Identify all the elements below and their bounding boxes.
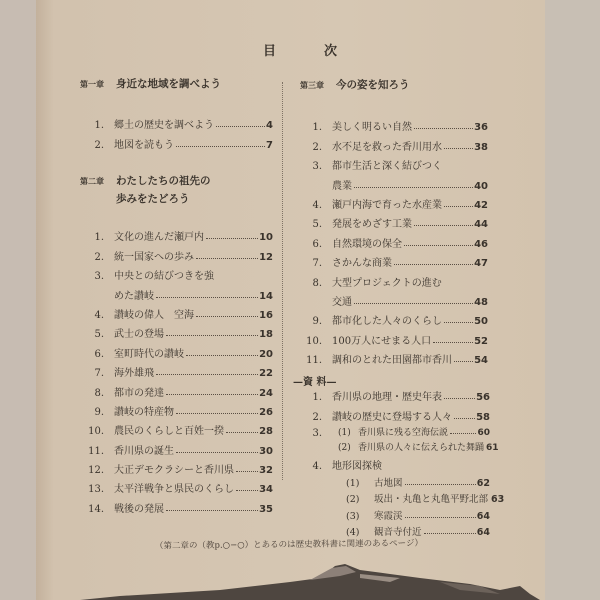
page-title: 目次 — [262, 44, 385, 59]
toc-subentry[interactable]: (4) 観音寺付近 64 — [346, 527, 490, 539]
background-right — [545, 0, 600, 600]
toc-entry[interactable]: 4. 瀬戸内海で育った水産業 42 — [312, 199, 488, 211]
toc-entry[interactable]: 3. 中央との結びつきを強 — [94, 271, 214, 283]
toc-entry[interactable]: 4. 讃岐の偉人 空海 16 — [94, 309, 273, 321]
chapter-title: 身近な地域を調べよう — [116, 78, 221, 90]
chapter-number: 第二章 — [80, 176, 104, 186]
toc-entry[interactable]: 1. 香川県の地理・歴史年表 56 — [312, 392, 490, 404]
toc-entry[interactable]: 2. 讃岐の歴史に登場する人々 58 — [312, 411, 490, 423]
toc-entry[interactable]: 11. 調和のとれた田園都市香川 54 — [306, 355, 488, 367]
chapter-3-list — [298, 114, 488, 366]
toc-entry[interactable]: 2. 水不足を救った香川用水 38 — [312, 141, 488, 153]
toc-entry[interactable]: 7. 海外雄飛 22 — [94, 368, 273, 380]
chapter-2-list — [80, 224, 273, 515]
toc-entry[interactable]: 2. 統一国家への歩み 12 — [94, 251, 273, 263]
toc-entry[interactable]: 11. 香川県の誕生 30 — [88, 445, 273, 457]
landscape-illustration — [60, 560, 580, 600]
toc-subentry[interactable]: (1) 古地図 62 — [346, 477, 490, 489]
chapter-title: わたしたちの祖先の — [116, 175, 211, 187]
chapter-2-heading — [80, 172, 211, 208]
toc-entry[interactable]: 8. 都市の発達 24 — [94, 387, 273, 399]
toc-entry[interactable]: 12. 大正デモクラシーと香川県 32 — [88, 465, 273, 477]
chapter-title: 今の姿を知ろう — [336, 79, 410, 91]
toc-entry[interactable]: 5. 武士の登場 18 — [94, 329, 273, 341]
toc-entry[interactable]: 8. 大型プロジェクトの進む — [312, 277, 442, 289]
toc-entry-continued[interactable]: 交通 48 — [332, 296, 488, 308]
appendix-heading: —資 料— — [293, 377, 337, 388]
toc-entry[interactable]: 9. 讃岐の特産物 26 — [94, 406, 273, 418]
background-left — [0, 0, 36, 600]
footnote: （第二章の（教p.○−○）とあるのは歴史教科書に関連のあるページ） — [154, 538, 423, 552]
toc-entry[interactable]: 7. さかんな商業 47 — [312, 258, 488, 270]
toc-subentry[interactable]: (2) 香川県の人々に伝えられた舞踊 61 — [338, 442, 499, 453]
toc-entry: 3. — [312, 427, 322, 439]
toc-entry[interactable]: 10. 100万人にせまる人口 52 — [306, 335, 488, 347]
toc-entry[interactable]: 6. 自然環境の保全 46 — [312, 238, 488, 250]
toc-entry[interactable]: 1. 文化の進んだ瀬戸内 10 — [94, 232, 273, 244]
appendix-list — [298, 384, 505, 539]
toc-entry[interactable]: 9. 都市化した人々のくらし 50 — [312, 316, 488, 328]
toc-entry-continued[interactable]: 農業 40 — [332, 180, 488, 192]
chapter-1-list — [80, 112, 273, 151]
toc-entry[interactable]: 14. 戦後の発展 35 — [88, 503, 273, 515]
toc-entry[interactable]: 13. 太平洋戦争と県民のくらし 34 — [88, 484, 273, 496]
chapter-title-line2: 歩みをたどろう — [116, 193, 190, 205]
chapter-number: 第三章 — [300, 80, 324, 90]
toc-subentry[interactable]: (3) 寒霞渓 64 — [346, 510, 490, 522]
chapter-3-heading — [300, 76, 410, 94]
toc-entry[interactable]: 4. 地形図探検 — [312, 461, 382, 473]
toc-entry[interactable]: 5. 発展をめざす工業 44 — [312, 219, 488, 231]
chapter-1-heading — [80, 75, 221, 93]
toc-entry[interactable]: 1. 郷土の歴史を調べよう 4 — [94, 120, 273, 132]
chapter-number: 第一章 — [80, 79, 104, 89]
toc-entry[interactable]: 10. 農民のくらしと百姓一揆 28 — [88, 426, 273, 438]
toc-entry[interactable]: 3. 都市生活と深く結びつく — [312, 161, 442, 173]
toc-entry[interactable]: 6. 室町時代の讃岐 20 — [94, 348, 273, 360]
toc-entry-continued[interactable]: めた讃岐 14 — [114, 290, 273, 302]
toc-entry[interactable]: 2. 地図を読もう 7 — [94, 139, 273, 151]
toc-entry[interactable]: 1. 美しく明るい自然 36 — [312, 122, 488, 134]
column-divider — [282, 82, 283, 480]
toc-subentry[interactable]: (2) 坂出・丸亀と丸亀平野北部 63 — [346, 494, 505, 506]
toc-subentry[interactable]: (1) 香川県に残る空海伝説 60 — [338, 427, 490, 438]
